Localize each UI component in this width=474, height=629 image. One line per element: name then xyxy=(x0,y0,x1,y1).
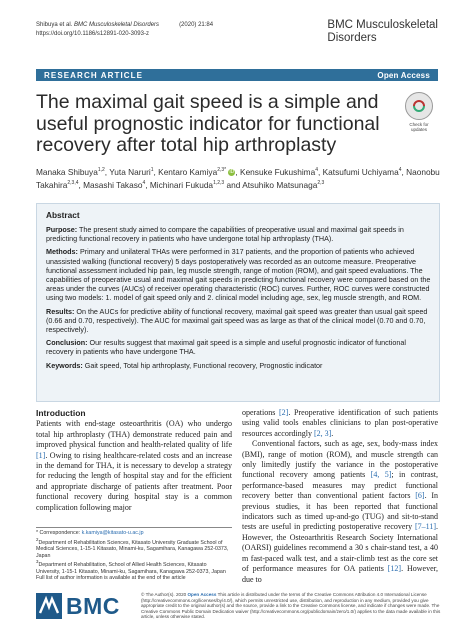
body-text: ; in contrast, performance-based measures may predict functional recovery better than conventional patient factors xyxy=(242,470,438,501)
abstract-conclusion xyxy=(46,338,432,356)
body-text: . However, due to xyxy=(242,564,439,584)
open-access-label: Open Access xyxy=(377,70,430,80)
left-column xyxy=(36,408,232,513)
author-name: Kentaro Kamiya xyxy=(158,166,218,177)
right-paragraph-2 xyxy=(242,439,438,585)
abstract-keywords xyxy=(46,361,432,370)
affiliation-text: Department of Rehabilitation Sciences, Kitasato University Graduate School of Medical Sciences, 1-15-1 Kitasato, Minami-ku, Sagamihara, Kanagawa 252-0373, Japan xyxy=(36,539,229,559)
right-column xyxy=(242,408,438,585)
running-header xyxy=(36,21,213,38)
intro-paragraph xyxy=(36,419,232,513)
citation-link[interactable]: [12] xyxy=(387,564,402,574)
affiliation-sup: 1,2,3 xyxy=(213,179,225,186)
affiliation-sup: 4 xyxy=(398,167,402,173)
citation-link[interactable]: [2, 3] xyxy=(313,428,332,438)
body-text: . xyxy=(331,428,334,438)
bmc-logo-icon xyxy=(36,593,62,619)
intro-text: Patients with end-stage osteoarthritis (OA) who undergo total hip arthroplasty (THA) demonstrate reduced pain and improved physical function and health-related quality of life xyxy=(36,419,232,450)
open-access-note: Open Access xyxy=(187,592,217,597)
abstract-results xyxy=(46,307,432,335)
body-text: . Preoperative identification of such patients using valid tools enables clinicians to plan post-operative resources accordingly xyxy=(242,408,438,438)
author-name: Yuta Naruri xyxy=(109,166,151,177)
year-issue: (2020) 21:84 xyxy=(179,22,214,28)
affiliation-sup: 4 xyxy=(315,167,318,173)
abstract-heading: Abstract xyxy=(46,210,80,220)
email-link[interactable]: k.kamiya@kitasato-u.ac.jp xyxy=(81,530,144,536)
abstract-body xyxy=(46,225,432,374)
correspondence xyxy=(36,530,232,537)
orcid-icon[interactable]: iD xyxy=(229,169,235,176)
bmc-logo-text: BMC xyxy=(66,592,120,619)
affiliation-sup: 2,3,4 xyxy=(67,179,79,186)
conclusion-text: Our results suggest that maximal gait speed is a simple and useful prognostic indicator of functional recovery in patients who have undergone THA. xyxy=(46,338,406,357)
journal-name: BMC Musculoskeletal Disorders xyxy=(74,22,160,28)
bmc-logo[interactable] xyxy=(36,592,126,620)
author-list: Manaka Shibuya$^{1,2}$, Yuta Naruri$^1$, Kentaro Kamiya$^{2,3*}$ iD, Kensuke Fukushima$^4$, Katsufumi Uchiyama$^4$, Naonobu Takahira$^{2,3,4}$, Masashi Takaso$^4$, Michinari Fukuda$^{1,2,3}$ and Atsuhiko Matsunaga$^{2,3}$ xyxy=(36,166,440,190)
purpose-label: Purpose: xyxy=(46,225,78,234)
journal-brand-line1: BMC Musculoskeletal xyxy=(327,19,438,31)
abstract-box xyxy=(36,203,440,402)
author-name: Michinari Fukuda xyxy=(149,179,214,190)
results-label: Results: xyxy=(46,306,75,316)
keywords-text: Gait speed, Total hip arthroplasty, Functional recovery, Prognostic indicator xyxy=(82,360,323,370)
affiliation-sup: 2,3 xyxy=(317,179,325,186)
citation-link[interactable]: [7–11] xyxy=(414,522,436,532)
affiliation-sup: 4 xyxy=(142,179,146,186)
body-text: operations xyxy=(242,408,279,417)
intro-heading: Introduction xyxy=(36,408,86,418)
check-updates-icon xyxy=(405,92,433,120)
license-text xyxy=(141,592,441,620)
purpose-text: The present study aimed to compare the capabilities of preoperative usual and maximal gait speeds in predicting functional recovery in patients who have undergone total hip arthroplasty (THA). xyxy=(46,225,404,244)
results-text: On the AUCs for predictive ability of functional recovery, maximal gait speed was greater than usual gait speed (0.66 and 0.70, respectively). The AUC for maximal gait speed was as large as that of the clinical model (0.70 and 0.70, respectively). xyxy=(46,306,428,335)
author-conjunction: and xyxy=(226,179,241,190)
check-for-updates-badge[interactable] xyxy=(400,92,438,134)
affiliation-3: $^3$Department of Rehabilitation, School of Allied Health Sciences, Kitasato University, 1-15-1 Kitasato, Minami-ku, Sagamihara, Kanagawa 252-0373, Japan xyxy=(36,559,226,575)
journal-brand-line2: Disorders xyxy=(327,31,377,44)
keywords-label: Keywords: xyxy=(46,360,83,370)
abstract-methods xyxy=(46,247,432,302)
intro-text: . Owing to rising healthcare-related costs and an increase in the demand for THA, it is necessary to develop a strategy for reducing the length of hospital stay and for the efficient and appropriate discharge of patients after treatment. Poor functional recovery during hospital stay is a common complication following major xyxy=(36,450,232,512)
article-type-band xyxy=(36,69,438,81)
author-name: Atsuhiko Matsunaga xyxy=(242,179,318,190)
article-type-label: RESEARCH ARTICLE xyxy=(44,70,144,80)
check-updates-line2: updates xyxy=(410,127,427,132)
citation-authors: Shibuya et al. xyxy=(36,22,73,28)
body-text: . In previous studies, it has been reported that functional indicators such as timed up-and-go (TUG) and sit-to-stand tests are useful in predicting postoperative recovery xyxy=(242,491,438,532)
author-name: Manaka Shibuya xyxy=(36,166,98,177)
footnotes xyxy=(36,527,232,582)
license-body: This article is distributed under the terms of the Creative Commons Attribution 4.0 International License (http://creativecommons.org/licenses/by/4.0/), which permits unrestricted use, distribution, and reproduction in any medium, provided you give appropriate credit to the original author(s) and the source, provide a link to the Creative Commons license, and indicate if changes were made. The Creative Commons Public Domain Dedication waiver (http://creativecommons.org/publicdomain/zero/1.0/) applies to the data made available in this article, unless otherwise stated. xyxy=(141,592,441,620)
check-updates-line1: Check for xyxy=(409,122,429,127)
methods-label: Methods: xyxy=(46,247,78,257)
affiliation-sup: 1 xyxy=(150,167,154,173)
affiliation-sup: 1,2 xyxy=(97,167,105,173)
article-title: The maximal gait speed is a simple and useful prognostic indicator for functional recovery after total hip arthroplasty xyxy=(36,91,380,156)
author-name: Masashi Takaso xyxy=(83,179,143,190)
author-info-note: Full list of author information is available at the end of the article xyxy=(36,575,186,582)
doi-link[interactable]: https://doi.org/10.1186/s12891-020-3093-z xyxy=(36,30,149,37)
copyright: © The Author(s). 2020 xyxy=(141,592,188,597)
conclusion-label: Conclusion: xyxy=(46,338,88,348)
methods-text: Primary and unilateral THAs were performed in 317 patients, and the proportion of patients who achieved unassisted walking (functional recovery) 5 days postoperatively was recorded as an outcome measure. Preoperative functional assessment included hip pain, leg muscle strength, range of motion (ROM), and gait speed evaluations. The capabilities of preoperative usual and maximal gait speeds in predicting functional recovery were compared based on the areas under the curves (AUCs) of receiver operating characteristic (ROC) curves. Further, ROC curves were constructed using two models: 1. model of gait speed only and 2. clinical model including age, sex, leg muscle strength, and ROM. xyxy=(46,247,431,303)
body-text: Conventional factors, such as age, sex, body-mass index (BMI), range of motion (ROM), and muscle strength can only limitedly justify the variance in the postoperative functional recovery among patients xyxy=(242,439,438,480)
check-updates-text xyxy=(400,122,438,132)
citation-link[interactable]: [2] xyxy=(279,408,289,417)
abstract-purpose xyxy=(46,225,432,243)
affiliation-sup: 2,3* xyxy=(217,167,227,173)
author-name: Katsufumi Uchiyama xyxy=(322,166,399,177)
author-name: Naonobu Takahira xyxy=(36,166,440,190)
author-name: Kensuke Fukushima xyxy=(240,166,316,177)
right-paragraph-1 xyxy=(242,408,438,439)
affiliation-2: $^2$Department of Rehabilitation Sciences, Kitasato University Graduate School of Medical Sciences, 1-15-1 Kitasato, Minami-ku, Sagamihara, Kanagawa 252-0373, Japan xyxy=(36,536,229,559)
citation-link[interactable]: [4, 5] xyxy=(370,470,392,480)
journal-brand xyxy=(327,19,438,44)
citation-link[interactable]: [6] xyxy=(415,491,425,501)
affiliation-text: Department of Rehabilitation, School of Allied Health Sciences, Kitasato University, 1-15-1 Kitasato, Minami-ku, Sagamihara, Kanagawa 252-0373, Japan xyxy=(36,561,226,575)
citation-link[interactable]: [1] xyxy=(36,450,46,460)
correspondence-label: * Correspondence: xyxy=(36,530,82,536)
body-text: . However, the Osteoarthritis Research Society International (OARSI) guidelines recommend a 30 s chair-stand test, a 40 m fast-paced walk test, and a stair-climb test as the core set of performance measures for OA patients xyxy=(242,522,438,574)
